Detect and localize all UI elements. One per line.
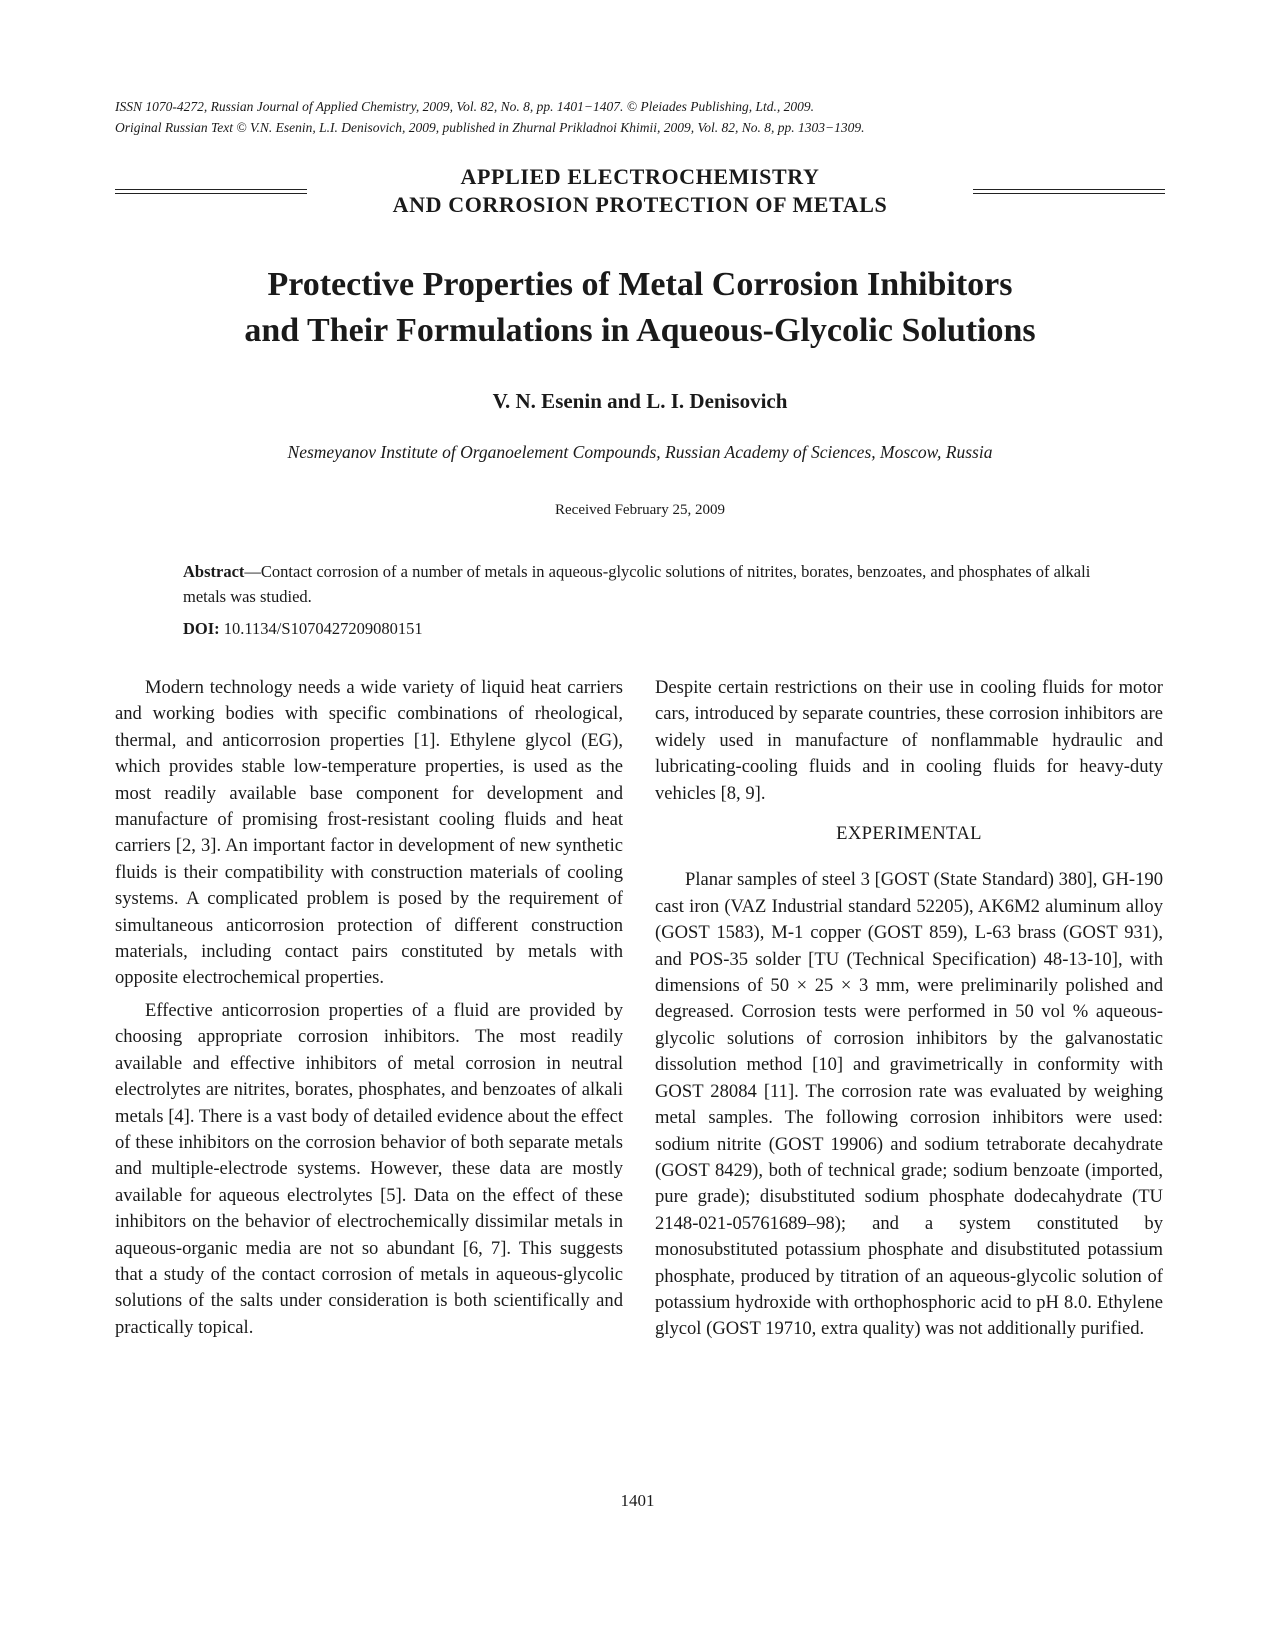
affiliation: Nesmeyanov Institute of Organoelement Compounds, Russian Academy of Sciences, Moscow, Russia bbox=[287, 442, 993, 462]
right-double-rule bbox=[973, 189, 1165, 194]
section-heading bbox=[115, 163, 1165, 223]
journal-header bbox=[115, 96, 1165, 138]
doi-value: 10.1134/S1070427209080151 bbox=[219, 619, 423, 638]
section-title-line-2: AND CORROSION PROTECTION OF METALS bbox=[392, 192, 888, 217]
section-title bbox=[315, 163, 965, 219]
abstract-label: Abstract bbox=[183, 562, 245, 581]
article-title-line-1: Protective Properties of Metal Corrosion Inhibitors bbox=[267, 266, 1013, 303]
experimental-heading: EXPERIMENTAL bbox=[836, 823, 982, 845]
abstract bbox=[183, 559, 1118, 609]
received-date: Received February 25, 2009 bbox=[555, 502, 725, 518]
doi bbox=[183, 619, 423, 639]
doi-label: DOI: bbox=[183, 619, 220, 638]
header-line-2: Original Russian Text © V.N. Esenin, L.I. Denisovich, 2009, published in Zhurnal Prikladnoi Khimii, 2009, Vol. 82, No. 8, pp. 1303−1309. bbox=[115, 120, 865, 135]
right-paragraph-2: Planar samples of steel 3 [GOST (State Standard) 380], GH-190 cast iron (VAZ Industrial standard 52205), AK6M2 aluminum alloy (GOST 1583), M-1 copper (GOST 859), L-63 brass (GOST 931), and POS-35 solder [TU (Technical Specification) 48-13-10], with dimensions of 50 × 25 × 3 mm, were preliminarily polished and degreased. Corrosion tests were performed in 50 vol % aqueous-glycolic solutions of corrosion inhibitors by the galvanostatic dissolution method [10] and gravimetrically in conformity with GOST 28084 [11]. The corrosion rate was evaluated by weighing metal samples. The following corrosion inhibitors were used: sodium nitrite (GOST 19906) and sodium tetraborate decahydrate (GOST 8429), both of technical grade; sodium benzoate (imported, pure grade); disubstituted sodium phosphate dodecahydrate (TU 2148-021-05761689–98); and a system constituted by monosubstituted potassium phosphate and disubstituted potassium phosphate, produced by titration of an aqueous-glycolic solution of potassium hydroxide with orthophosphoric acid to pH 8.0. Ethylene glycol (GOST 19710, extra quality) was not additionally purified. bbox=[655, 869, 1163, 1340]
article-title-line-2: and Their Formulations in Aqueous-Glycolic Solutions bbox=[244, 312, 1036, 349]
authors: V. N. Esenin and L. I. Denisovich bbox=[492, 389, 788, 413]
left-paragraph-1: Modern technology needs a wide variety of liquid heat carriers and working bodies with specific combinations of rheological, thermal, and anticorrosion properties [1]. Ethylene glycol (EG), which provides stable low-temperature properties, is used as the most readily available base component for development and manufacture of promising frost-resistant cooling fluids and heat carriers [2, 3]. An important factor in development of new synthetic fluids is their compatibility with construction materials of cooling systems. A complicated problem is posed by the requirement of simultaneous anticorrosion protection of different construction materials, including contact pairs constituted by metals with opposite electrochemical properties. bbox=[115, 677, 623, 989]
article-title bbox=[115, 262, 1165, 354]
section-title-line-1: APPLIED ELECTROCHEMISTRY bbox=[460, 164, 820, 189]
header-line-1: ISSN 1070-4272, Russian Journal of Applied Chemistry, 2009, Vol. 82, No. 8, pp. 1401−1407. © Pleiades Publishing, Ltd., 2009. bbox=[115, 99, 814, 114]
right-paragraph-1: Despite certain restrictions on their use in cooling fluids for motor cars, introduced by separate countries, these corrosion inhibitors are widely used in manufacture of nonflammable hydraulic and lubricating-cooling fluids and in cooling fluids for heavy-duty vehicles [8, 9]. bbox=[655, 677, 1163, 804]
right-column bbox=[655, 675, 1163, 1343]
page-number: 1401 bbox=[620, 1491, 655, 1510]
left-double-rule bbox=[115, 189, 307, 194]
left-column bbox=[115, 675, 623, 1341]
left-paragraph-2: Effective anticorrosion properties of a fluid are provided by choosing appropriate corrosion inhibitors. The most readily available and effective inhibitors of metal corrosion in neutral electrolytes are nitrites, borates, phosphates, and benzoates of alkali metals [4]. There is a vast body of detailed evidence about the effect of these inhibitors on the corrosion behavior of both separate metals and multiple-electrode systems. However, these data are mostly available for aqueous electrolytes [5]. Data on the effect of these inhibitors on the behavior of electrochemically dissimilar metals in aqueous-organic media are not so abundant [6, 7]. This suggests that a study of the contact corrosion of metals in aqueous-glycolic solutions of the salts under consideration is both scientifically and practically topical. bbox=[115, 999, 623, 1338]
abstract-text: —Contact corrosion of a number of metals in aqueous-glycolic solutions of nitrites, borates, benzoates, and phosphates of alkali metals was studied. bbox=[183, 562, 1091, 606]
